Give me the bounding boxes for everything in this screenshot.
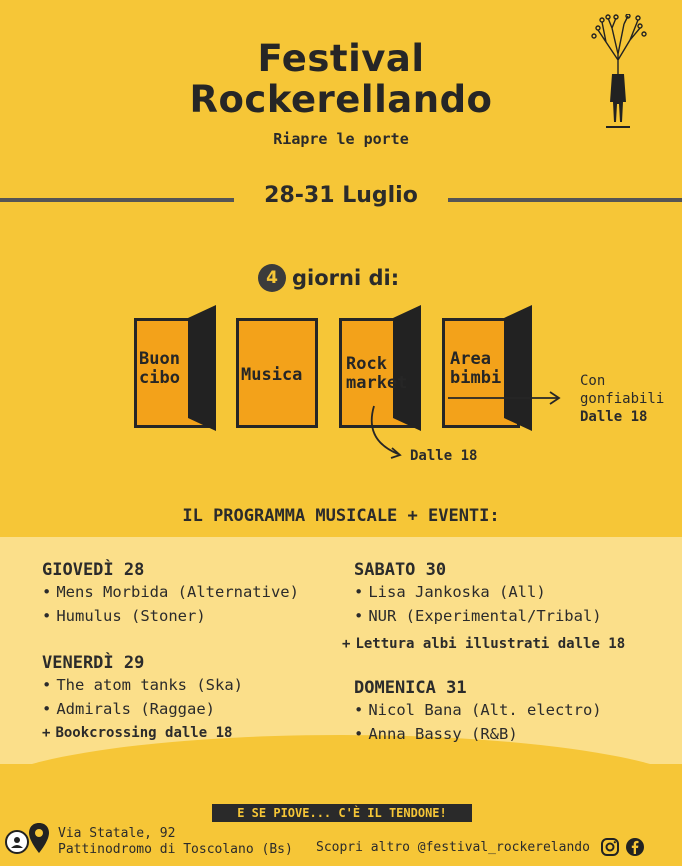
- address: [58, 826, 293, 858]
- day-heading: GIOVEDÌ 28: [42, 560, 145, 580]
- location-pin-icon: [28, 822, 50, 854]
- title-line-2: Rockerellando: [189, 78, 493, 121]
- list-item: • Lisa Jankoska (All): [354, 583, 546, 601]
- list-item: • Mens Morbida (Alternative): [42, 583, 299, 601]
- day-heading: DOMENICA 31: [354, 678, 467, 698]
- day-block-giovedi: [42, 560, 299, 628]
- day-block-sabato: [354, 560, 602, 628]
- door-label-rock-market: Rock market: [346, 354, 408, 393]
- door-open-panel-icon: [188, 305, 216, 431]
- address-line-1: Via Statale, 92: [58, 826, 176, 841]
- day-block-domenica: [354, 678, 602, 746]
- program-title: IL PROGRAMMA MUSICALE + EVENTI:: [182, 506, 500, 526]
- market-time-note: Dalle 18: [410, 448, 478, 464]
- days-intro: [258, 264, 399, 292]
- list-item: • Nicol Bana (Alt. electro): [354, 701, 602, 719]
- bimbi-note: Con gonfiabili Dalle 18: [580, 373, 665, 425]
- extra-event: + Bookcrossing dalle 18: [42, 725, 233, 741]
- list-item: • NUR (Experimental/Tribal): [354, 607, 602, 625]
- instagram-icon[interactable]: [600, 837, 620, 857]
- days-count-badge: 4: [258, 264, 286, 292]
- list-item: • The atom tanks (Ska): [42, 676, 243, 694]
- festival-dates: 28-31 Luglio: [264, 183, 418, 208]
- title-line-1: Festival: [257, 37, 425, 80]
- extra-event: + Lettura albi illustrati dalle 18: [342, 636, 626, 652]
- days-label: giorni di:: [292, 266, 400, 290]
- list-item: • Humulus (Stoner): [42, 607, 206, 625]
- arrow-market-icon: [360, 400, 410, 460]
- festival-title: [0, 38, 682, 120]
- address-line-2: Pattinodromo di Toscolano (Bs): [58, 842, 293, 857]
- day-block-venerdi: [42, 653, 243, 745]
- tree-figure-logo-icon: [588, 14, 648, 134]
- door-label-musica: Musica: [241, 365, 303, 385]
- social-handle[interactable]: Scopri altro @festival_rockerelando: [316, 840, 590, 855]
- door-open-panel-icon: [504, 305, 532, 431]
- avatar-icon[interactable]: [5, 830, 29, 854]
- subtitle: Riapre le porte: [273, 130, 409, 148]
- rain-banner: E SE PIOVE... C'È IL TENDONE!: [212, 804, 472, 822]
- door-label-buon-cibo: Buon cibo: [139, 349, 180, 388]
- arrow-bimbi-icon: [448, 390, 563, 406]
- list-item: • Anna Bassy (R&B): [354, 725, 518, 743]
- day-heading: SABATO 30: [354, 560, 447, 580]
- door-label-area-bimbi: Area bimbi: [450, 349, 502, 388]
- day-heading: VENERDÌ 29: [42, 653, 145, 673]
- facebook-icon[interactable]: [625, 837, 645, 857]
- list-item: • Admirals (Raggae): [42, 700, 215, 718]
